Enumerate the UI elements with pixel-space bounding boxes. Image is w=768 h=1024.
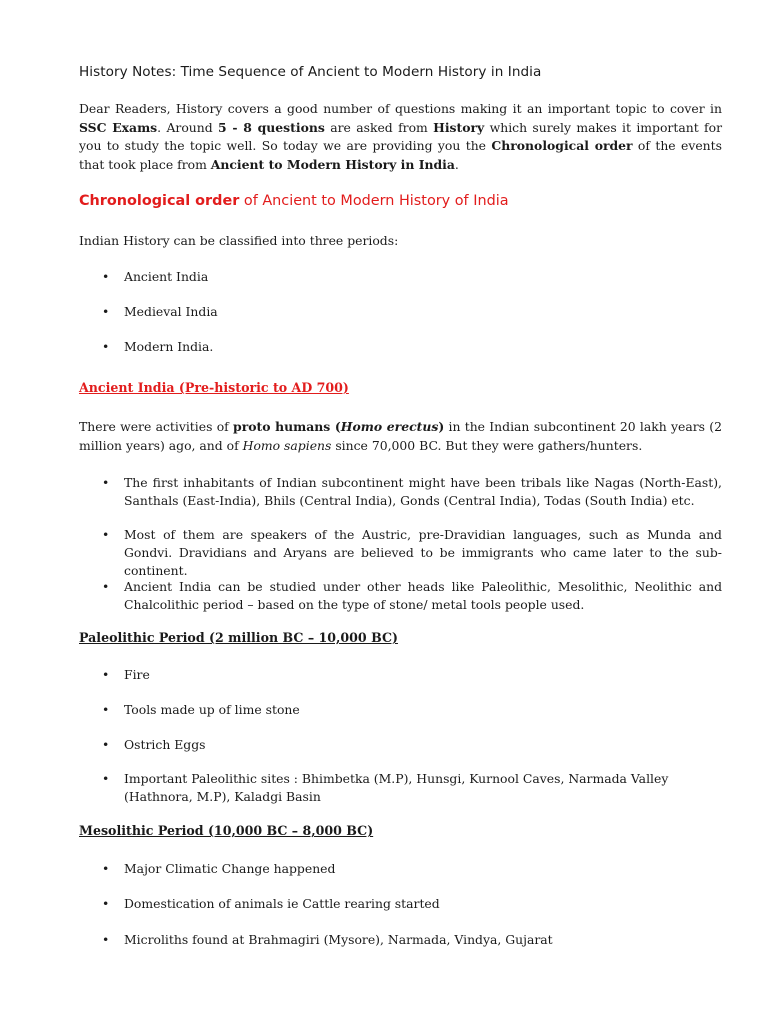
list-item [79,303,722,321]
list-item [79,860,722,878]
intro-paragraph [79,100,722,174]
list-item [79,895,722,913]
list-item [79,526,722,580]
bullet-icon: • [102,932,110,947]
list-item [79,701,722,719]
ancient-bold-proto: proto humans ( [233,419,341,434]
ancient-bold-italic-homo-erectus: Homo erectus [340,419,439,434]
intro-bold-chronological: Chronological order [491,138,633,153]
chronological-heading-bold: Chronological order [79,193,240,209]
list-item [79,338,722,356]
bullet-icon: • [102,339,110,354]
list-item [79,268,722,286]
bullet-icon: • [102,896,110,911]
intro-bold-questions: 5 - 8 questions [218,119,325,135]
bullet-icon: • [102,269,110,284]
ancient-text: There were activities of [79,419,234,434]
list-item-text: Microliths found at Brahmagiri (Mysore), Narmada, Vindya, Gujarat [124,932,553,947]
intro-text: of the events that took place from [79,138,722,172]
ancient-india-heading: Ancient India (Pre-historic to AD 700) [79,380,349,395]
intro-text: which surely makes it important for you to study the topic well. So today we are providing you the [79,119,722,153]
intro-bold-history: History [433,119,485,135]
bullet-icon: • [102,304,110,319]
bullet-icon: • [102,737,110,752]
list-item-text: Modern India. [124,339,214,354]
intro-bold-ssc: SSC Exams [79,119,158,135]
list-item-text: Major Climatic Change happened [124,861,336,876]
list-item-text: Medieval India [124,304,218,319]
ancient-bold-paren: ) [438,419,445,434]
list-item-text: Fire [124,667,150,682]
document-title: History Notes: Time Sequence of Ancient to Modern History in India [79,64,542,80]
chronological-heading-rest: of Ancient to Modern History of India [239,193,509,209]
bullet-icon: • [102,667,110,682]
bullet-icon: • [102,527,110,542]
list-item [79,578,722,614]
list-item-text: Ancient India can be studied under other heads like Paleolithic, Mesolithic, Neolithic and Chalcolithic period – based on the type of stone/ metal tools people used. [124,579,722,612]
intro-text: are asked from [324,119,434,135]
intro-text: . [454,156,459,172]
bullet-icon: • [102,702,110,717]
list-item-text: Most of them are speakers of the Austric, pre-Dravidian languages, such as Munda and Gondvi. Dravidians and Aryans are believed to be immigrants who came later to the sub-continent. [124,527,722,578]
list-item [79,931,722,949]
chronological-heading [79,193,509,209]
list-item [79,666,722,684]
intro-bold-ancient-modern: Ancient to Modern History in India [210,156,455,172]
ancient-text: since 70,000 BC. But they were gathers/hunters. [331,437,643,453]
list-item-text: Ostrich Eggs [124,737,206,752]
list-item-text: Tools made up of lime stone [124,702,300,717]
periods-intro: Indian History can be classified into three periods: [79,233,399,248]
intro-text: . Around [157,119,219,135]
paleolithic-heading: Paleolithic Period (2 million BC – 10,000 BC) [79,630,398,645]
bullet-icon: • [102,771,110,786]
list-item-text: Important Paleolithic sites : Bhimbetka (M.P), Hunsgi, Kurnool Caves, Narmada Valley (Hathnora, M.P), Kaladgi Basin [124,771,669,804]
bullet-icon: • [102,861,110,876]
list-item [79,474,722,510]
ancient-italic-homo-sapiens: Homo sapiens [242,437,332,453]
list-item-text: Ancient India [124,269,209,284]
ancient-text: in the Indian subcontinent 20 lakh years (2 million years) ago, and of [79,419,722,453]
ancient-paragraph [79,418,722,455]
intro-text: Dear Readers, History covers a good number of questions making it an important topic to cover in [79,101,722,116]
mesolithic-heading: Mesolithic Period (10,000 BC – 8,000 BC) [79,823,374,838]
list-item [79,770,722,806]
list-item-text: The first inhabitants of Indian subcontinent might have been tribals like Nagas (North-East), Santhals (East-India), Bhils (Central India), Gonds (Central India), Todas (South India) etc. [124,475,722,508]
bullet-icon: • [102,579,110,594]
list-item-text: Domestication of animals ie Cattle rearing started [124,896,440,911]
bullet-icon: • [102,475,110,490]
list-item [79,736,722,754]
